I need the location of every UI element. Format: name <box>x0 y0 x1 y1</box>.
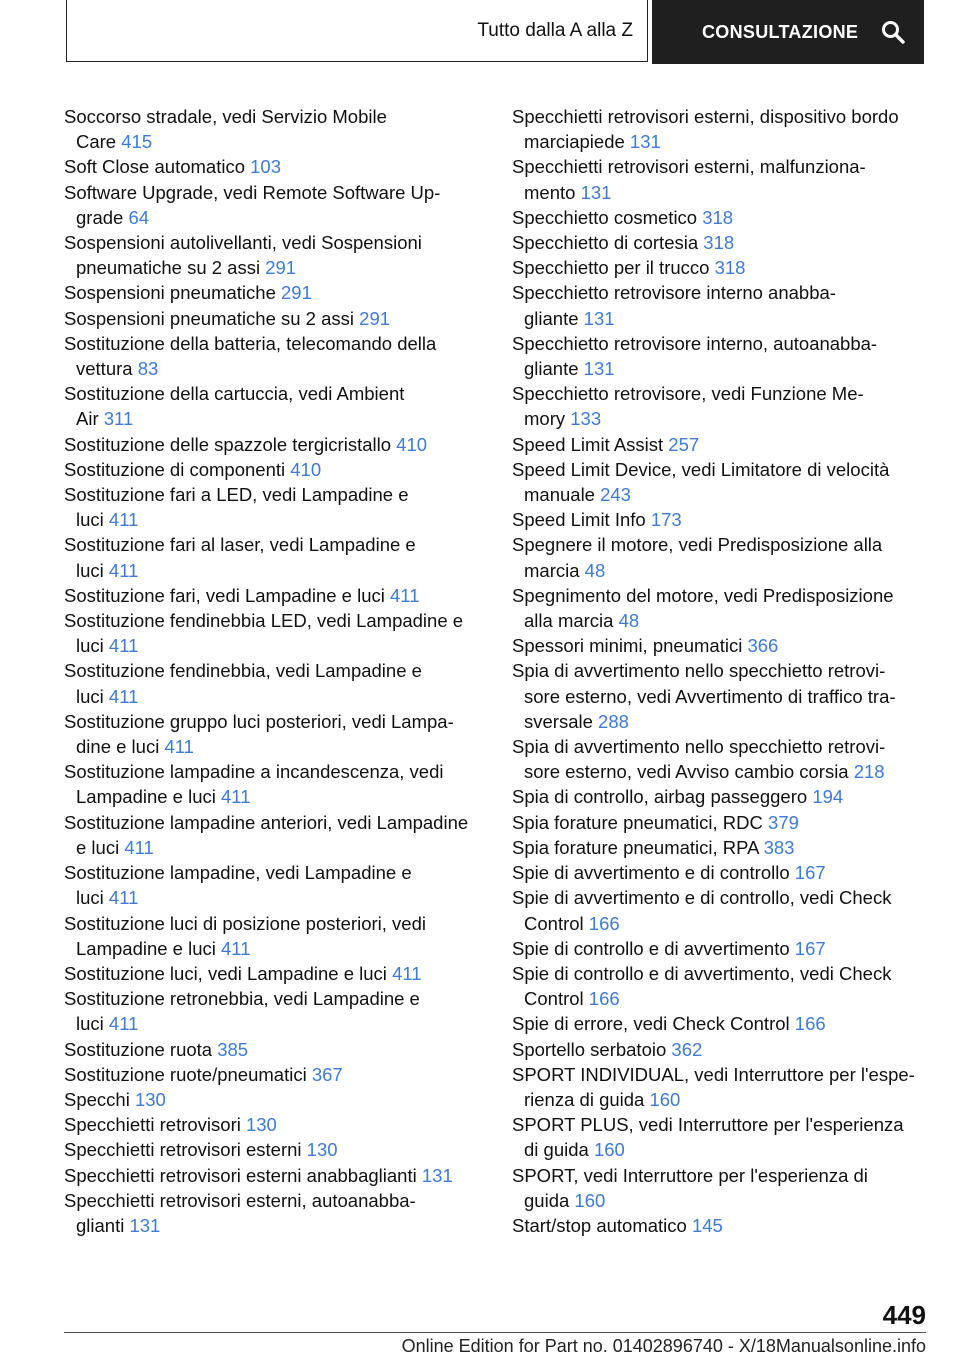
index-term: Specchietti retrovisori esterni anabbaglianti <box>64 1164 417 1186</box>
index-entry <box>512 658 932 734</box>
index-term: SPORT PLUS, vedi Interruttore per l'esperienza <box>512 1114 904 1136</box>
index-entry <box>512 255 932 280</box>
page-footer <box>402 1336 926 1357</box>
index-term: Sostituzione ruote/pneumatici <box>64 1063 307 1085</box>
index-term: Sospensioni pneumatiche <box>64 282 276 304</box>
index-term: Soft Close automatico <box>64 156 245 178</box>
index-column-right <box>512 104 932 1238</box>
index-entry <box>64 911 484 961</box>
index-entry <box>512 1112 932 1162</box>
index-term: Specchietto per il trucco <box>512 257 710 279</box>
page-link[interactable]: 131 <box>129 1214 161 1236</box>
index-term: Sostituzione retronebbia, vedi Lampadine e <box>64 988 420 1010</box>
index-term: Lampadine e luci <box>76 786 216 808</box>
page-link[interactable]: 257 <box>668 433 700 455</box>
index-entry <box>64 432 484 457</box>
index-term: luci <box>76 685 104 707</box>
page-link[interactable]: 318 <box>702 206 734 228</box>
page-link[interactable]: 130 <box>245 1114 277 1136</box>
page-link[interactable]: 318 <box>714 257 746 279</box>
index-entry <box>64 1062 484 1087</box>
index-term: sore esterno, vedi Avvertimento di traffico tra- <box>524 685 896 707</box>
index-entry <box>64 280 484 305</box>
index-term: Sostituzione ruota <box>64 1038 213 1060</box>
index-term: Spia forature pneumatici, RDC <box>512 811 763 833</box>
chapter-tab-label: CONSULTAZIONE <box>702 21 859 42</box>
search-icon[interactable] <box>880 19 906 45</box>
index-term: pneumatiche su 2 assi <box>76 257 261 279</box>
index-term: Specchietto cosmetico <box>512 206 698 228</box>
page-link[interactable]: 166 <box>588 912 620 934</box>
page-link[interactable]: 411 <box>221 786 251 808</box>
index-entry <box>512 835 932 860</box>
index-term: Specchi <box>64 1088 130 1110</box>
page-link[interactable]: 366 <box>747 635 779 657</box>
index-term: Sostituzione fari al laser, vedi Lampadine e <box>64 534 416 556</box>
watermark-text: Manualsonline.info <box>775 1336 926 1356</box>
index-term: luci <box>76 887 104 909</box>
index-term: Sostituzione della cartuccia, vedi Ambient <box>64 383 405 405</box>
page-link[interactable]: 131 <box>421 1164 453 1186</box>
page-link[interactable]: 131 <box>583 307 615 329</box>
index-entry <box>64 180 484 230</box>
index-term: gliante <box>524 358 579 380</box>
index-term: guida <box>524 1189 570 1211</box>
page-link[interactable]: 379 <box>768 811 799 833</box>
index-entry <box>512 860 932 885</box>
index-term: Specchietti retrovisori <box>64 1114 241 1136</box>
index-term: Care <box>76 131 117 153</box>
index-term: Sospensioni pneumatiche su 2 assi <box>64 307 355 329</box>
index-term: Speed Limit Assist <box>512 433 664 455</box>
page-header <box>66 0 924 64</box>
index-entry <box>64 583 484 608</box>
index-entry <box>64 1188 484 1238</box>
page-link[interactable]: 367 <box>311 1063 343 1085</box>
index-term: Specchietti retrovisori esterni, autoanabba- <box>64 1189 416 1211</box>
index-term: Sostituzione fari a LED, vedi Lampadine e <box>64 484 409 506</box>
index-entry <box>512 1163 932 1213</box>
index-entry <box>64 1037 484 1062</box>
index-term: marciapiede <box>524 131 625 153</box>
page-number: 449 <box>882 1300 926 1330</box>
page-link[interactable]: 411 <box>392 962 422 984</box>
index-term: Specchietto di cortesia <box>512 232 699 254</box>
index-term: Sostituzione di componenti <box>64 458 286 480</box>
page-link[interactable]: 131 <box>629 131 661 153</box>
chapter-tab[interactable] <box>652 0 924 64</box>
index-entry <box>512 936 932 961</box>
index-term: Specchietti retrovisori esterni, malfunziona- <box>512 156 866 178</box>
page-link[interactable]: 291 <box>359 307 391 329</box>
index-term: Spie di avvertimento e di controllo <box>512 862 790 884</box>
index-column-left <box>64 104 484 1238</box>
page-link[interactable]: 383 <box>763 836 795 858</box>
page-link[interactable]: 145 <box>691 1214 723 1236</box>
index-entry <box>64 961 484 986</box>
page-link[interactable]: 166 <box>588 988 620 1010</box>
index-entry <box>512 507 932 532</box>
index-term: Sostituzione lampadine a incandescenza, vedi <box>64 761 444 783</box>
index-term: Specchietto retrovisore interno anabba- <box>512 282 836 304</box>
page-link[interactable]: 411 <box>108 1013 139 1035</box>
page-link[interactable]: 130 <box>306 1139 338 1161</box>
index-entry <box>64 1087 484 1112</box>
page-link[interactable]: 411 <box>108 509 139 531</box>
page-link[interactable]: 131 <box>580 181 612 203</box>
index-term: Sostituzione lampadine, vedi Lampadine e <box>64 862 412 884</box>
index-term: Sostituzione della batteria, telecomando della <box>64 332 437 354</box>
page-link[interactable]: 410 <box>396 433 428 455</box>
index-term: luci <box>76 1013 104 1035</box>
page-link[interactable]: 411 <box>164 736 194 758</box>
section-tab-label: Tutto dalla A alla Z <box>477 19 633 41</box>
section-tab[interactable] <box>66 0 648 62</box>
index-entry <box>512 961 932 1011</box>
index-entry <box>64 709 484 759</box>
index-entry <box>512 432 932 457</box>
index-term: Air <box>76 408 99 430</box>
index-entry <box>512 280 932 330</box>
index-entry <box>64 457 484 482</box>
page-link[interactable]: 411 <box>124 836 154 858</box>
index-entry <box>64 1112 484 1137</box>
index-term: marcia <box>524 559 580 581</box>
index-entry <box>512 1062 932 1112</box>
index-entry <box>512 734 932 784</box>
index-entry <box>64 230 484 280</box>
index-entry <box>64 986 484 1036</box>
index-entry <box>64 860 484 910</box>
page-link[interactable]: 243 <box>600 484 631 506</box>
index-entry <box>512 154 932 204</box>
index-term: glianti <box>76 1214 125 1236</box>
index-entry <box>512 885 932 935</box>
page-link[interactable]: 410 <box>290 458 322 480</box>
index-entry <box>512 784 932 809</box>
page-link[interactable]: 83 <box>137 358 159 380</box>
page-link[interactable]: 131 <box>583 358 615 380</box>
index-term: Sostituzione fari, vedi Lampadine e luci <box>64 584 385 606</box>
index-term: Specchietto retrovisore interno, autoanabba- <box>512 332 878 354</box>
index-entry <box>64 482 484 532</box>
index-entry <box>512 104 932 154</box>
index-term: Spie di errore, vedi Check Control <box>512 1013 790 1035</box>
index-term: Spessori minimi, pneumatici <box>512 635 743 657</box>
index-term: Software Upgrade, vedi Remote Software Up- <box>64 181 441 203</box>
index-term: manuale <box>524 484 595 506</box>
index-term: Spia di avvertimento nello specchietto retrovi- <box>512 660 886 682</box>
index-entry <box>512 633 932 658</box>
index-entry <box>64 331 484 381</box>
index-term: Sportello serbatoio <box>512 1038 667 1060</box>
page-link[interactable]: 288 <box>598 710 629 732</box>
index-entry <box>512 583 932 633</box>
page-link[interactable]: 411 <box>221 937 251 959</box>
index-term: Sostituzione luci di posizione posteriori, vedi <box>64 912 426 934</box>
index-entry <box>512 1011 932 1036</box>
index-term: Spia forature pneumatici, RPA <box>512 836 759 858</box>
index-entry <box>512 532 932 582</box>
page-link[interactable]: 166 <box>794 1013 826 1035</box>
index-entry <box>512 230 932 255</box>
index-term: Speed Limit Device, vedi Limitatore di velocità <box>512 458 890 480</box>
page-link[interactable]: 48 <box>618 610 640 632</box>
index-entry <box>512 1213 932 1238</box>
index-term: alla marcia <box>524 610 614 632</box>
index-entry <box>64 154 484 179</box>
index-term: Specchietti retrovisori esterni, dispositivo bordo <box>512 106 899 127</box>
page-link[interactable]: 362 <box>671 1038 703 1060</box>
index-term: Spie di controllo e di avvertimento, vedi Check <box>512 962 892 984</box>
page-link[interactable]: 411 <box>108 685 139 707</box>
page-link[interactable]: 103 <box>250 156 281 178</box>
page-link[interactable]: 291 <box>281 282 312 304</box>
index-entry <box>64 306 484 331</box>
index-entry <box>64 810 484 860</box>
index-entry <box>512 810 932 835</box>
page-link[interactable]: 411 <box>390 584 420 606</box>
index-term: Spia di controllo, airbag passeggero <box>512 786 808 808</box>
index-entry <box>512 1037 932 1062</box>
page-link[interactable]: 167 <box>794 862 826 884</box>
page-link[interactable]: 311 <box>103 408 134 430</box>
index-term: Spie di avvertimento e di controllo, vedi Check <box>512 887 892 909</box>
index-term: Sostituzione fendinebbia, vedi Lampadine e <box>64 660 422 682</box>
index-entry <box>64 1137 484 1162</box>
page-link[interactable]: 415 <box>121 131 153 153</box>
page-link[interactable]: 318 <box>703 232 735 254</box>
index-term: Control <box>524 912 584 934</box>
index-term: luci <box>76 509 104 531</box>
page-link[interactable]: 411 <box>108 559 139 581</box>
edition-text: Online Edition for Part no. 01402896740 - X/18 <box>401 1336 776 1356</box>
index-term: rienza di guida <box>524 1088 645 1110</box>
page-link[interactable]: 64 <box>128 206 150 228</box>
index-term: Soccorso stradale, vedi Servizio Mobile <box>64 106 387 127</box>
page-link[interactable]: 160 <box>593 1139 625 1161</box>
index-entry <box>64 608 484 658</box>
page-link[interactable]: 173 <box>650 509 682 531</box>
index-term: mento <box>524 181 576 203</box>
index-term: SPORT INDIVIDUAL, vedi Interruttore per l'espe- <box>512 1063 915 1085</box>
index-term: Specchietto retrovisore, vedi Funzione Me- <box>512 383 864 405</box>
index-entry <box>512 331 932 381</box>
index-term: grade <box>76 206 124 228</box>
index-term: di guida <box>524 1139 589 1161</box>
index-term: Speed Limit Info <box>512 509 646 531</box>
index-entry <box>512 457 932 507</box>
page-link[interactable]: 385 <box>217 1038 249 1060</box>
index-entry <box>64 1163 484 1188</box>
index-term: sversale <box>524 710 593 732</box>
index-entry <box>64 532 484 582</box>
index-term: Sospensioni autolivellanti, vedi Sospensioni <box>64 232 422 254</box>
index-term: Spegnimento del motore, vedi Predisposizione <box>512 584 894 606</box>
index-term: e luci <box>76 836 120 858</box>
index-term: Spegnere il motore, vedi Predisposizione alla <box>512 534 883 556</box>
index-term: Sostituzione luci, vedi Lampadine e luci <box>64 962 387 984</box>
index-term: Sostituzione lampadine anteriori, vedi Lampadine <box>64 811 469 833</box>
index-term: luci <box>76 635 104 657</box>
index-entry <box>512 205 932 230</box>
index-term: Sostituzione gruppo luci posteriori, vedi Lampa- <box>64 710 454 732</box>
index-entry <box>64 381 484 431</box>
page-link[interactable]: 291 <box>265 257 297 279</box>
index-term: Start/stop automatico <box>512 1214 687 1236</box>
page-link[interactable]: 133 <box>570 408 602 430</box>
index-term: sore esterno, vedi Avviso cambio corsia <box>524 761 849 783</box>
index-term: vettura <box>76 358 133 380</box>
page-link[interactable]: 411 <box>108 887 139 909</box>
index-term: SPORT, vedi Interruttore per l'esperienza di <box>512 1164 868 1186</box>
page-link[interactable]: 167 <box>794 937 826 959</box>
index-term: Sostituzione delle spazzole tergicristallo <box>64 433 392 455</box>
index-term: Spia di avvertimento nello specchietto retrovi- <box>512 736 886 758</box>
page-link[interactable]: 48 <box>584 559 606 581</box>
index-term: Control <box>524 988 584 1010</box>
page-link[interactable]: 160 <box>649 1088 681 1110</box>
index-term: mory <box>524 408 566 430</box>
footer-divider <box>64 1332 926 1333</box>
index-term: luci <box>76 559 104 581</box>
index-term: gliante <box>524 307 579 329</box>
index-term: Specchietti retrovisori esterni <box>64 1139 302 1161</box>
page-link[interactable]: 160 <box>574 1189 606 1211</box>
index-term: dine e luci <box>76 736 160 758</box>
page-link[interactable]: 411 <box>108 635 139 657</box>
page-link[interactable]: 218 <box>853 761 885 783</box>
page-link[interactable]: 130 <box>134 1088 166 1110</box>
index-entry <box>64 658 484 708</box>
index-entry <box>64 104 484 154</box>
index-entry <box>64 759 484 809</box>
page-link[interactable]: 194 <box>812 786 844 808</box>
index-term: Sostituzione fendinebbia LED, vedi Lampadine e <box>64 610 464 632</box>
index-term: Lampadine e luci <box>76 937 216 959</box>
index-term: Spie di controllo e di avvertimento <box>512 937 790 959</box>
index-entry <box>512 381 932 431</box>
